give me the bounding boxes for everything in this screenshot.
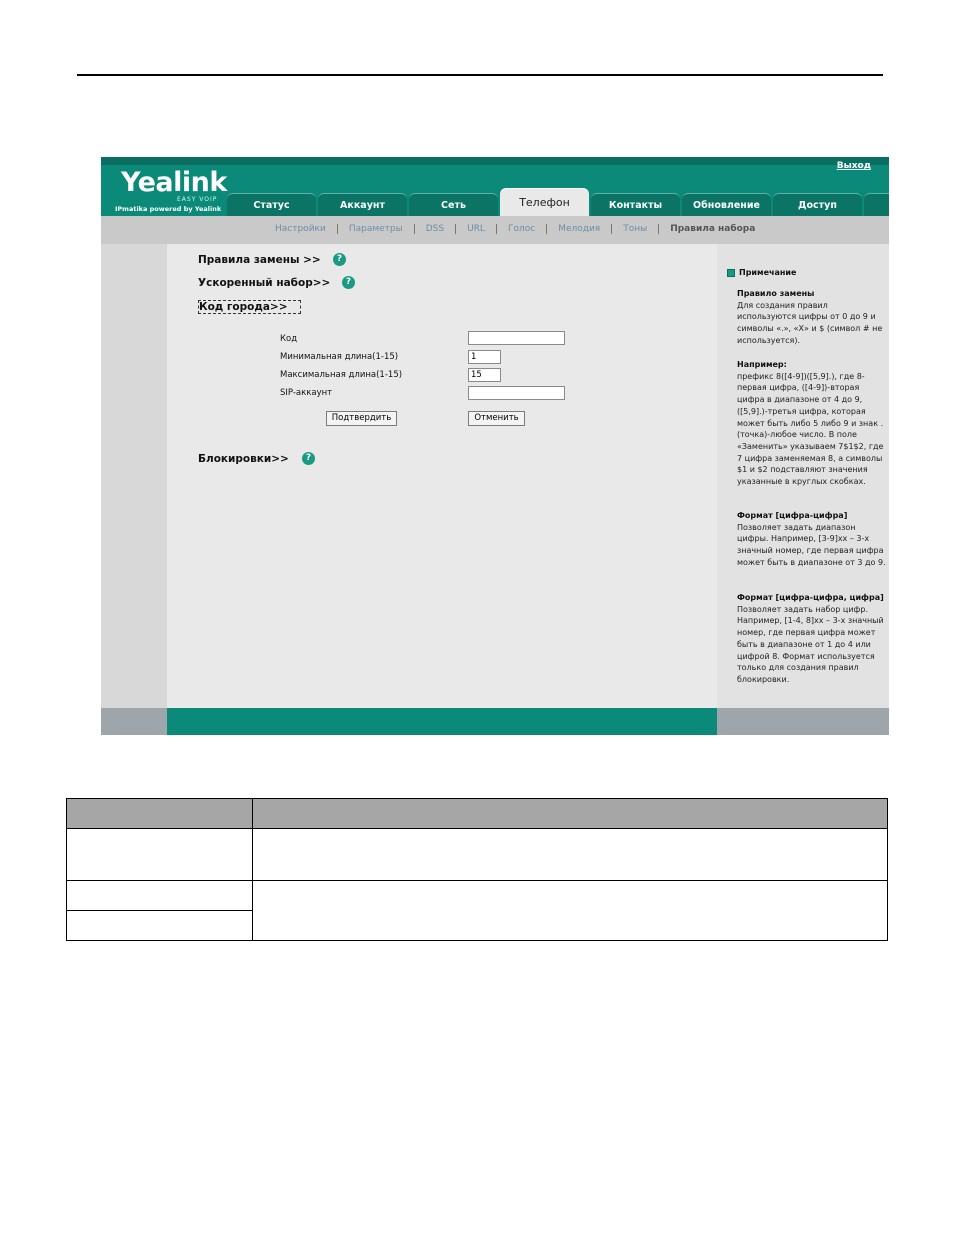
logo-subtitle: EASY VOIP xyxy=(177,196,218,203)
note-toggle-icon[interactable] xyxy=(727,269,735,277)
tab-status[interactable]: Статус xyxy=(227,193,316,216)
subnav-dss[interactable]: DSS xyxy=(425,224,445,234)
min-length-input[interactable] xyxy=(468,350,501,364)
tab-account[interactable]: Аккаунт xyxy=(318,193,407,216)
tab-phone[interactable]: Телефон xyxy=(500,188,589,216)
note-text: префикс 8([4-9])([5,9].), где 8-первая цифра, ([4-9])-вторая цифра в диапазоне от 4 до 9, ([5,9].)-третья цифра, которая может быть либо 5 либо 9 и знак .(точка)-любое число. В поле «Заменить» указываем 7$1$2, где 7 цифра заменяемая 8, а символы $1 и $2 подставляют значения указанные в круглых скобках. xyxy=(737,371,884,487)
table-row xyxy=(67,881,888,911)
tab-contacts[interactable]: Контакты xyxy=(591,193,680,216)
footer-bar xyxy=(167,708,717,735)
subnav-tones[interactable]: Тоны xyxy=(623,224,648,234)
max-length-input[interactable] xyxy=(468,368,501,382)
web-ui-screenshot xyxy=(101,157,889,735)
help-icon[interactable]: ? xyxy=(342,276,355,289)
note-text: Для создания правил используются цифры от 0 до 9 и символы «.», «X» и $ (символ # не используется). xyxy=(737,300,883,345)
main-tabs xyxy=(227,193,889,216)
page-top-rule xyxy=(77,74,883,76)
table-cell xyxy=(253,881,888,941)
footer-right xyxy=(717,708,889,735)
note-text: Позволяет задать диапазон цифры. Например, [3-9]xx – 3-х значный номер, где первая цифра может быть в диапазоне от 3 до 9. xyxy=(737,522,886,567)
cancel-button[interactable]: Отменить xyxy=(468,411,525,426)
table-row xyxy=(67,829,888,881)
confirm-button[interactable]: Подтвердить xyxy=(326,411,397,426)
note-block-replace-rule xyxy=(737,288,887,347)
replace-rules-link[interactable]: Правила замены >> xyxy=(198,254,321,266)
note-panel xyxy=(717,244,889,708)
speed-dial-link[interactable]: Ускоренный набор>> xyxy=(198,277,331,289)
main-panel xyxy=(167,244,717,708)
help-icon[interactable]: ? xyxy=(333,253,346,266)
max-length-label: Максимальная длина(1-15) xyxy=(280,370,403,380)
sip-account-select[interactable] xyxy=(468,386,565,400)
tab-upgrade[interactable]: Обновление xyxy=(682,193,771,216)
yealink-logo: Yealink xyxy=(121,167,227,198)
logo-tagline: IPmatika powered by Yealink xyxy=(115,205,222,213)
header xyxy=(101,157,889,216)
left-column xyxy=(101,244,167,708)
table-cell xyxy=(67,911,253,941)
note-block-example xyxy=(737,359,887,488)
code-label: Код xyxy=(280,334,298,344)
subnav-settings[interactable]: Параметры xyxy=(348,224,403,234)
block-out-link[interactable]: Блокировки>> xyxy=(198,453,289,465)
note-header xyxy=(727,268,796,277)
footer-left xyxy=(101,708,167,735)
subnav-features[interactable]: Настройки xyxy=(275,224,326,234)
table-cell xyxy=(253,829,888,881)
tab-edge xyxy=(864,193,889,216)
note-title: Примечание xyxy=(739,268,797,277)
note-heading: Правило замены xyxy=(737,289,815,298)
subnav-voice[interactable]: Голос xyxy=(507,224,536,234)
note-heading: Формат [цифра-цифра] xyxy=(737,511,848,520)
header-band xyxy=(101,157,889,165)
tab-security[interactable]: Доступ xyxy=(773,193,862,216)
code-input[interactable] xyxy=(468,331,565,345)
tab-network[interactable]: Сеть xyxy=(409,193,498,216)
area-code-link[interactable]: Код города>> xyxy=(198,300,301,314)
note-text: Позволяет задать набор цифр. Например, [1-4, 8]xx – 3-х значный номер, где первая цифра может быть в диапазоне от 1 до 4 или цифрой 8. Формат используется только для создания правил блокировки. xyxy=(737,604,884,684)
table-header-cell xyxy=(253,799,888,829)
logout-link[interactable]: Выход xyxy=(836,161,871,171)
min-length-label: Минимальная длина(1-15) xyxy=(280,352,399,362)
sub-navigation xyxy=(101,216,889,244)
subnav-url[interactable]: URL xyxy=(467,224,485,234)
sip-account-label: SIP-аккаунт xyxy=(280,388,333,398)
table-header-row xyxy=(67,799,888,829)
table-cell xyxy=(67,881,253,911)
table-cell xyxy=(67,829,253,881)
note-block-range-format xyxy=(737,510,887,569)
table-header-cell xyxy=(67,799,253,829)
subnav-dial-plan[interactable]: Правила набора xyxy=(670,224,756,234)
note-heading: Например: xyxy=(737,360,787,369)
parameter-table xyxy=(66,798,888,941)
help-icon[interactable]: ? xyxy=(302,452,315,465)
note-block-set-format xyxy=(737,592,887,686)
subnav-ring[interactable]: Мелодия xyxy=(558,224,601,234)
note-heading: Формат [цифра-цифра, цифра] xyxy=(737,593,884,602)
